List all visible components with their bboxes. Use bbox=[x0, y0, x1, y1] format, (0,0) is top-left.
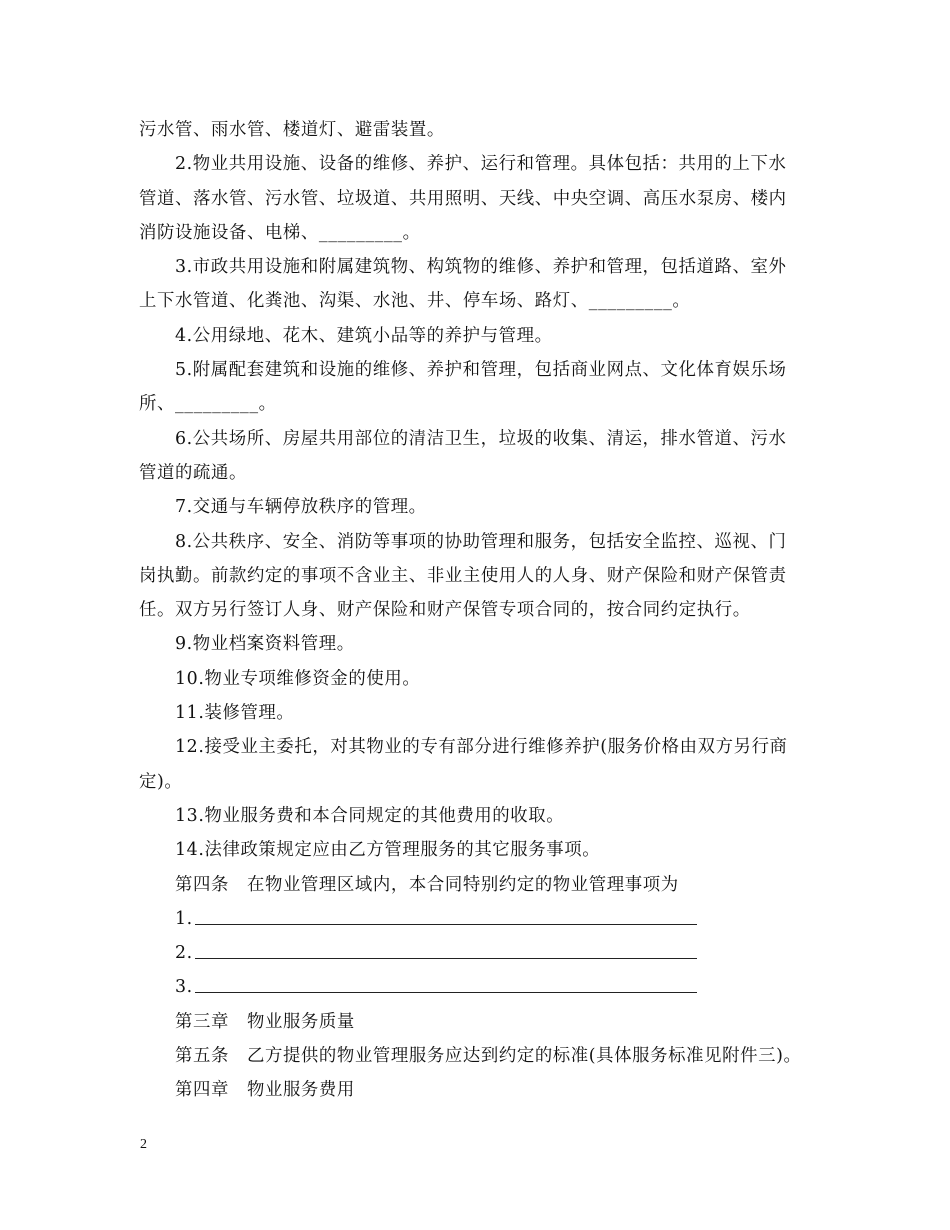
paragraph-line: 2.物业共用设施、设备的维修、养护、运行和管理。具体包括：共用的上下水 bbox=[175, 154, 787, 175]
paragraph-line: 所、_________。 bbox=[139, 394, 277, 415]
paragraph-line: 管道、落水管、污水管、垃圾道、共用照明、天线、中央空调、高压水泵房、楼内 bbox=[139, 188, 787, 209]
chapter-heading: 第三章 物业服务质量 bbox=[175, 1011, 355, 1032]
blank-underline bbox=[195, 906, 697, 925]
paragraph-line: 14.法律政策规定应由乙方管理服务的其它服务事项。 bbox=[175, 840, 601, 861]
blank-underline bbox=[195, 940, 697, 959]
article-text: 第五条 乙方提供的物业管理服务应达到约定的标准(具体服务标准见附件三)。 bbox=[175, 1046, 802, 1067]
page-number: 2 bbox=[140, 1137, 147, 1152]
paragraph-line: 定)。 bbox=[139, 771, 183, 792]
paragraph-line: 4.公用绿地、花木、建筑小品等的养护与管理。 bbox=[175, 325, 553, 346]
paragraph-line: 5.附属配套建筑和设施的维修、养护和管理，包括商业网点、文化体育娱乐场 bbox=[175, 360, 787, 381]
paragraph-line: 11.装修管理。 bbox=[175, 703, 295, 724]
article-heading: 第四条 在物业管理区域内，本合同特别约定的物业管理事项为 bbox=[175, 874, 679, 895]
paragraph-line: 9.物业档案资料管理。 bbox=[175, 634, 355, 655]
blank-item bbox=[139, 936, 819, 970]
blank-item-number: 1. bbox=[175, 908, 193, 929]
paragraph-line: 6.公共场所、房屋共用部位的清洁卫生，垃圾的收集、清运，排水管道、污水 bbox=[175, 428, 787, 449]
document-body bbox=[139, 113, 819, 1108]
blank-item-number: 2. bbox=[175, 943, 193, 964]
paragraph-line: 任。双方另行签订人身、财产保险和财产保管专项合同的，按合同约定执行。 bbox=[139, 600, 751, 621]
paragraph-line: 岗执勤。前款约定的事项不含业主、非业主使用人的人身、财产保险和财产保管责 bbox=[139, 565, 787, 586]
paragraph-line: 3.市政共用设施和附属建筑物、构筑物的维修、养护和管理，包括道路、室外 bbox=[175, 257, 787, 278]
paragraph-line: 8.公共秩序、安全、消防等事项的协助管理和服务，包括安全监控、巡视、门 bbox=[175, 531, 787, 552]
paragraph-line: 13.物业服务费和本合同规定的其他费用的收取。 bbox=[175, 805, 565, 826]
paragraph-line: 12.接受业主委托，对其物业的专有部分进行维修养护(服务价格由双方另行商 bbox=[175, 737, 788, 758]
blank-underline bbox=[195, 974, 697, 993]
paragraph-line: 管道的疏通。 bbox=[139, 462, 247, 483]
blank-item-number: 3. bbox=[175, 977, 193, 998]
blank-item bbox=[139, 902, 819, 936]
paragraph-line: 上下水管道、化粪池、沟渠、水池、井、停车场、路灯、_________。 bbox=[139, 291, 691, 312]
paragraph-line: 10.物业专项维修资金的使用。 bbox=[175, 668, 421, 689]
paragraph-line: 污水管、雨水管、楼道灯、避雷装置。 bbox=[139, 120, 445, 140]
chapter-heading: 第四章 物业服务费用 bbox=[175, 1080, 355, 1101]
paragraph-line: 消防设施设备、电梯、_________。 bbox=[139, 222, 421, 243]
blank-item bbox=[139, 970, 819, 1004]
paragraph-line: 7.交通与车辆停放秩序的管理。 bbox=[175, 497, 427, 518]
